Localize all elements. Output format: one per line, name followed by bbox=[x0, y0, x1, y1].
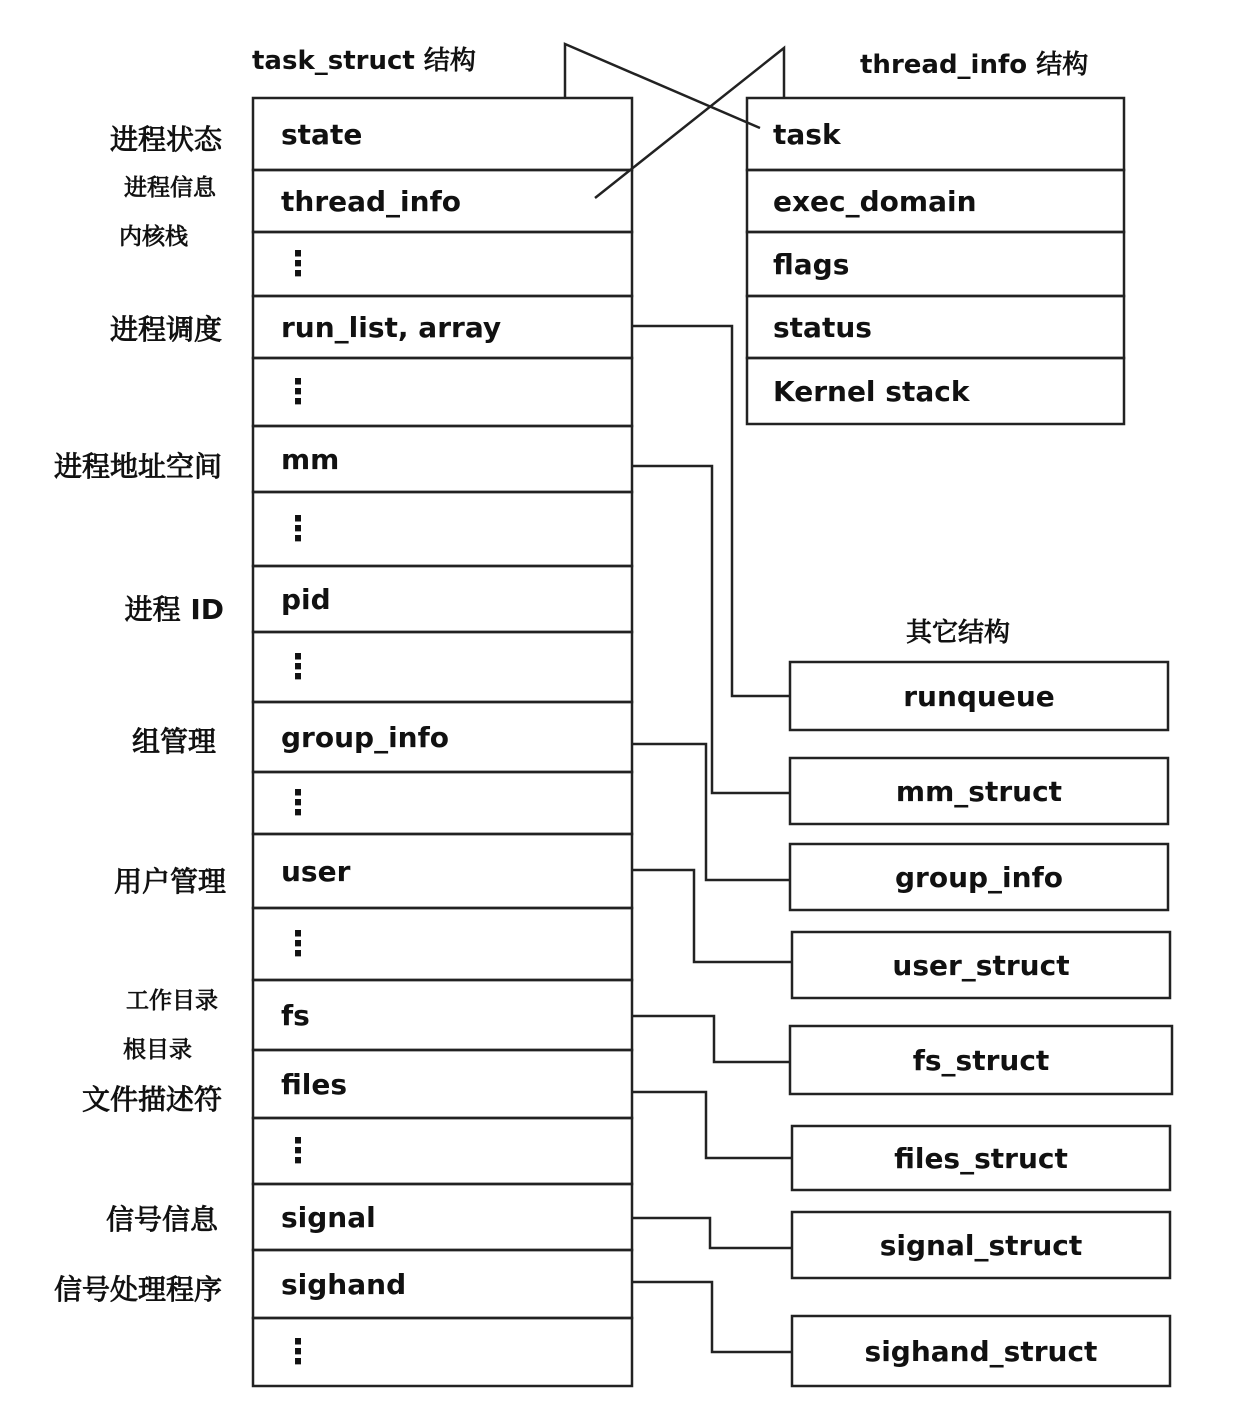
task-struct-row-ellipsis: ⋮ bbox=[281, 1131, 315, 1171]
other-struct-signal-struct: signal_struct bbox=[879, 1228, 1083, 1262]
other-struct-sighand-struct: sighand_struct bbox=[864, 1334, 1098, 1368]
other-struct-group-info: group_info bbox=[894, 860, 1063, 894]
task-struct-title: task_struct 结构 bbox=[252, 46, 476, 76]
side-label-7: 进程 ID bbox=[124, 593, 224, 626]
side-label-16: 信号信息 bbox=[105, 1203, 218, 1236]
task-struct-field-fs: fs bbox=[281, 998, 310, 1032]
task-struct-field-files: files bbox=[281, 1067, 348, 1101]
task-struct-field-state: state bbox=[281, 117, 363, 151]
other-struct-fs-struct: fs_struct bbox=[912, 1043, 1050, 1077]
thread-info-field-status: status bbox=[773, 310, 872, 344]
task-struct-row-ellipsis: ⋮ bbox=[281, 1332, 315, 1372]
task-struct-row-ellipsis: ⋮ bbox=[281, 244, 315, 284]
side-label-11: 用户管理 bbox=[113, 865, 226, 898]
task-struct-field-user: user bbox=[281, 854, 351, 888]
side-label-15: 文件描述符 bbox=[81, 1083, 222, 1116]
task-struct-row-ellipsis: ⋮ bbox=[281, 509, 315, 549]
task-struct-field-thread_info: thread_info bbox=[281, 184, 462, 218]
side-label-3: 进程调度 bbox=[109, 313, 222, 346]
connector-fs-struct bbox=[632, 1016, 790, 1062]
task-struct-field-signal: signal bbox=[281, 1200, 376, 1234]
side-label-13: 工作目录 bbox=[126, 988, 218, 1014]
other-struct-files-struct: files_struct bbox=[894, 1141, 1068, 1175]
side-label-5: 进程地址空间 bbox=[53, 450, 222, 483]
task-struct-field-pid: pid bbox=[281, 582, 331, 616]
task-struct-row-ellipsis: ⋮ bbox=[281, 924, 315, 964]
side-label-2: 内核栈 bbox=[119, 224, 188, 250]
connector-user-struct bbox=[632, 870, 792, 962]
task-struct-row-ellipsis: ⋮ bbox=[281, 647, 315, 687]
side-label-1: 进程信息 bbox=[124, 175, 216, 201]
side-label-14: 根目录 bbox=[123, 1037, 192, 1063]
task-struct-field-mm: mm bbox=[281, 442, 340, 476]
other-struct-user-struct: user_struct bbox=[892, 948, 1070, 982]
side-label-9: 组管理 bbox=[131, 725, 216, 758]
other-struct-mm-struct: mm_struct bbox=[895, 774, 1063, 808]
thread-info-field-task: task bbox=[773, 117, 841, 151]
thread-info-field-flags: flags bbox=[773, 247, 850, 281]
task-struct-field-group_info: group_info bbox=[281, 720, 450, 754]
connector-files-struct bbox=[632, 1092, 792, 1158]
connector-signal-struct bbox=[632, 1218, 792, 1248]
connector-sighand-struct bbox=[632, 1282, 792, 1352]
thread-info-field-Kernel-stack: Kernel stack bbox=[773, 374, 970, 408]
side-label-0: 进程状态 bbox=[109, 123, 222, 156]
task-struct-field-sighand: sighand bbox=[281, 1267, 407, 1301]
task-struct-field-run_list--array: run_list, array bbox=[281, 310, 502, 344]
side-label-17: 信号处理程序 bbox=[53, 1273, 222, 1306]
thread-info-field-exec_domain: exec_domain bbox=[773, 184, 977, 218]
task-struct-row-ellipsis: ⋮ bbox=[281, 372, 315, 412]
other-structs-title: 其它结构 bbox=[906, 618, 1011, 648]
task-struct-row-ellipsis: ⋮ bbox=[281, 783, 315, 823]
other-struct-runqueue: runqueue bbox=[903, 679, 1055, 713]
thread-info-title: thread_info 结构 bbox=[860, 50, 1089, 80]
